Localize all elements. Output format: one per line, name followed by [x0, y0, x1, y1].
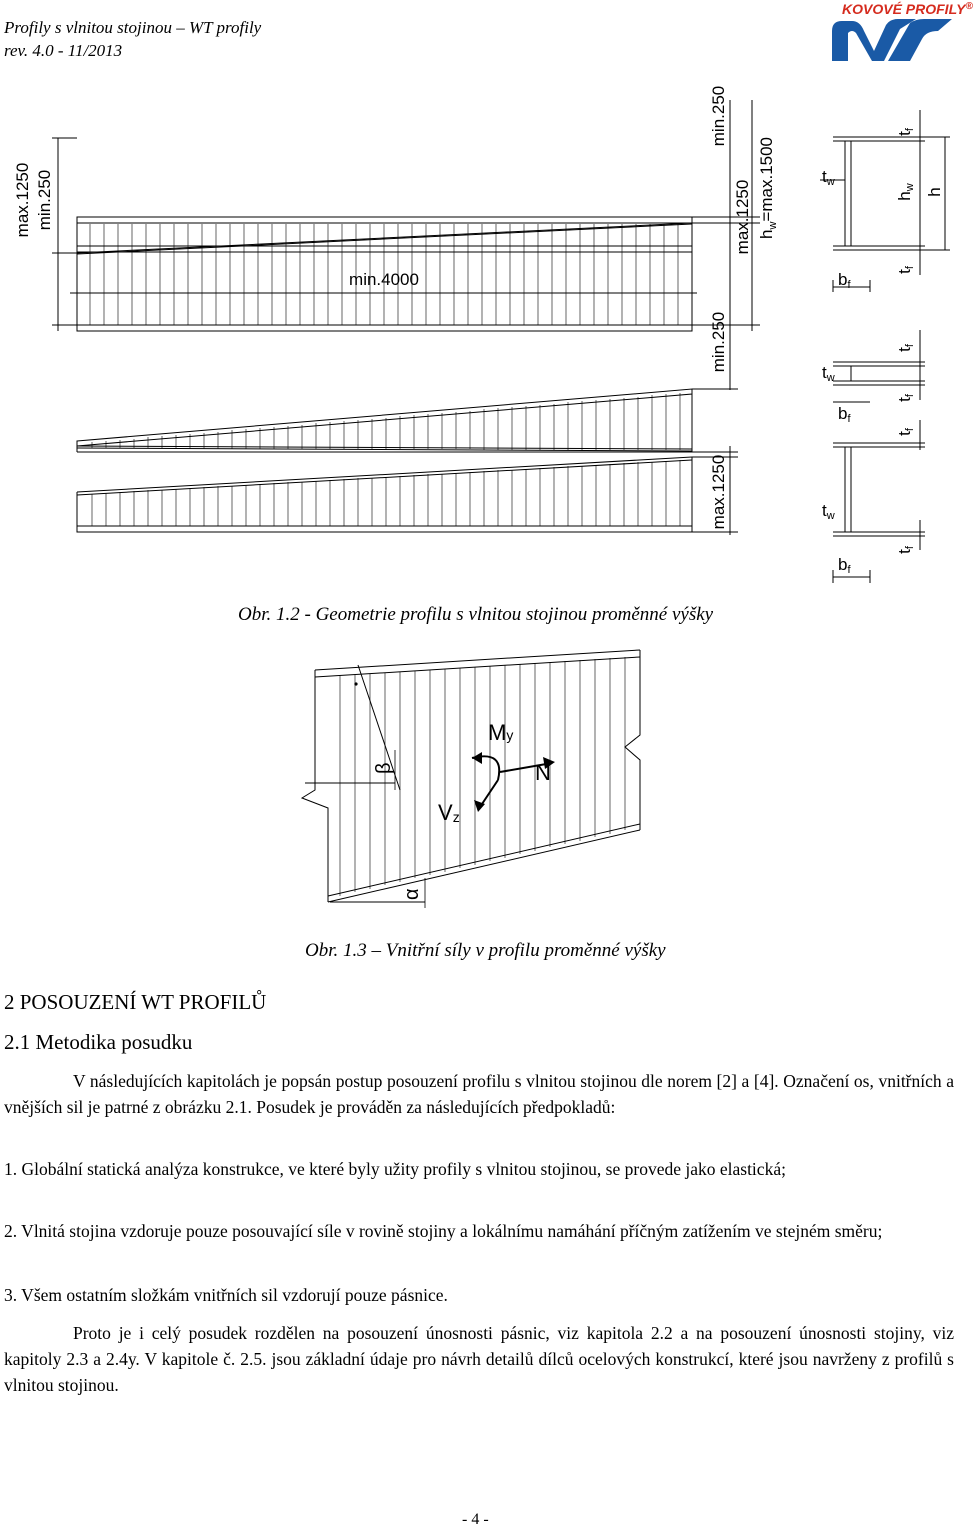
- section-top-hw: hw: [895, 183, 916, 201]
- dim-length: min.4000: [349, 270, 419, 289]
- section-top: [820, 110, 950, 292]
- label-vz: Vz: [438, 800, 460, 825]
- dim-left-max: max.1250: [13, 162, 32, 238]
- section-bottom-tf3: tf: [895, 428, 916, 436]
- section-top-tf1: tf: [895, 128, 916, 136]
- company-logo-mark: [828, 17, 956, 65]
- dim-right-hw: $h_w=\max.1500$: [757, 136, 779, 240]
- subsection-heading: 2.1 Metodika posudku: [4, 1030, 193, 1054]
- section-bottom-tf2: tf: [895, 394, 916, 402]
- figure-1-2-caption: Obr. 1.2 - Geometrie profilu s vlnitou stojinou proměnné výšky: [238, 604, 714, 625]
- section-bottom-tf1: tf: [895, 344, 916, 352]
- label-n: N: [535, 760, 551, 785]
- page-number: - 4 -: [462, 1511, 489, 1528]
- header-title: Profily s vlnitou stojinou – WT profily: [4, 18, 262, 37]
- company-logo-text: KOVOVÉ PROFILY®: [842, 1, 973, 17]
- section-bottom-tf4: tf: [895, 546, 916, 554]
- section-bottom-tw2: tw: [822, 501, 835, 522]
- label-my: My: [488, 720, 514, 745]
- label-alpha: α: [401, 888, 423, 900]
- figure-geometry-drawing: [0, 80, 960, 600]
- figure-1-3-caption: Obr. 1.3 – Vnitřní síly v profilu proměnné výšky: [305, 940, 666, 961]
- beam-top-elevation: [52, 100, 760, 331]
- section-bottom-bf2: bf: [838, 555, 851, 576]
- list-item-1: 1. Globální statická analýza konstrukce, ve které byly užity profily s vlnitou stojinou, se provede jako elastická;: [4, 1159, 786, 1179]
- dim-bottom-max: max.1250: [709, 454, 728, 530]
- section-bottom: [833, 330, 925, 583]
- section-top-tw: tw: [822, 167, 835, 188]
- dim-right-min: min.250: [709, 85, 728, 147]
- header-revision: rev. 4.0 - 11/2013: [4, 41, 123, 60]
- dim-bottom-min: min.250: [709, 311, 728, 373]
- list-item-2: 2. Vlnitá stojina vzdoruje pouze posouvající síle v rovině stojiny a lokálnímu namáhání příčným zatížením ve stejném směru;: [4, 1221, 883, 1241]
- list-item-3: 3. Všem ostatním složkám vnitřních sil vzdorují pouze pásnice.: [4, 1285, 448, 1305]
- beam-bottom-elevations: [77, 320, 738, 535]
- figure-internal-forces-drawing: [0, 640, 960, 940]
- paragraph-intro: V následujících kapitolách je popsán postup posouzení profilu s vlnitou stojinou dle norem [2] a [4]. Označení os, vnitřních a vnějších sil je patrné z obrázku 2.1. Posudek je prováděn za následujících předpokladů:: [4, 1071, 954, 1117]
- section-bottom-bf1: bf: [838, 404, 851, 425]
- section-bottom-tw1: tw: [822, 363, 835, 384]
- dim-left-min: min.250: [35, 169, 54, 231]
- section-top-bf: bf: [838, 270, 851, 291]
- label-beta: β: [373, 762, 395, 774]
- section-heading: 2 POSOUZENÍ WT PROFILŮ: [4, 990, 267, 1014]
- section-top-tf2: tf: [895, 266, 916, 274]
- section-top-h: h: [925, 187, 944, 197]
- paragraph-conclusion: Proto je i celý posudek rozdělen na posouzení únosnosti pásnic, viz kapitola 2.2 a na posouzení únosnosti stojiny, viz kapitoly 2.3 a 2.4y. V kapitole č. 2.5. jsou základní údaje pro návrh detailů dílců ocelových konstrukcí, které jsou navrženy z profilů s vlnitou stojinou.: [4, 1323, 954, 1395]
- dim-right-max: max.1250: [733, 179, 752, 255]
